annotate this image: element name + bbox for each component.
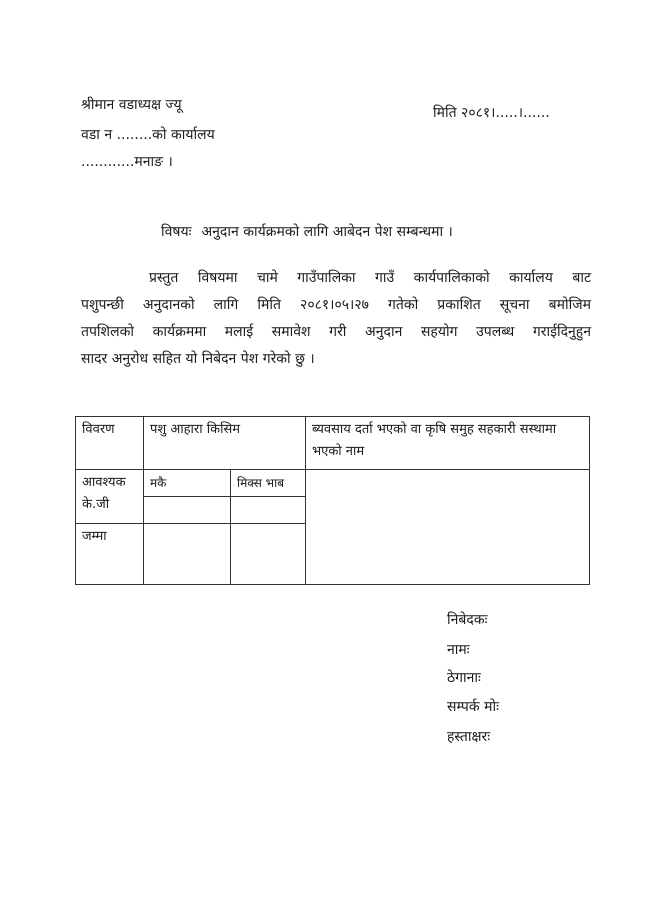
body-line: सादर अनुरोध सहित यो निबेदन पेश गरेको छु । — [81, 351, 315, 367]
signature-applicant: निबेदकः — [447, 612, 488, 628]
mix-kg-cell[interactable] — [231, 497, 306, 524]
subject-label: विषयः — [161, 224, 192, 240]
body-line: प्रस्तुत विषयमा चामे गाउँपालिका गाउँ कार्यपालिकाको कार्यालय बाट — [149, 270, 591, 286]
header-feed-type: पशु आहारा किसिम — [144, 417, 306, 470]
maize-total-cell[interactable] — [144, 524, 231, 585]
organization-name-cell[interactable] — [306, 470, 590, 585]
table-subheader-row — [76, 470, 590, 497]
request-table — [75, 416, 590, 585]
recipient-title: श्रीमान वडाध्यक्ष ज्यू — [81, 97, 182, 113]
date-line: मिति २०८१।.....।...... — [433, 105, 550, 121]
recipient-location: ............मनाङ । — [81, 154, 173, 170]
signature-contact: सम्पर्क मोः — [447, 699, 499, 715]
body-line: तपशिलको कार्यक्रममा मलाई समावेश गरी अनुदान सहयोग उपलब्ध गराईदिनुहुन — [81, 324, 591, 340]
signature-name: नामः — [447, 642, 470, 658]
header-details: विवरण — [76, 417, 144, 470]
subheader-mix: मिक्स भाब — [231, 470, 306, 497]
recipient-ward-office: वडा न ........को कार्यालय — [81, 127, 215, 143]
subheader-maize: मकै — [144, 470, 231, 497]
row-required-kg-label: आवश्यक के.जी — [82, 475, 126, 512]
row-total: जम्मा — [76, 524, 144, 585]
maize-kg-cell[interactable] — [144, 497, 231, 524]
mix-total-cell[interactable] — [231, 524, 306, 585]
subject-text: अनुदान कार्यक्रमको लागि आबेदन पेश सम्बन्धमा । — [201, 224, 453, 240]
signature-address: ठेगानाः — [447, 670, 481, 686]
body-line: पशुपन्छी अनुदानको लागि मिति २०८१।०५।२७ गतेको प्रकाशित सूचना बमोजिम — [81, 297, 591, 313]
subject-line — [161, 222, 453, 242]
signature-sign: हस्ताक्षरः — [447, 729, 491, 745]
table-header-row — [76, 417, 590, 470]
body-paragraph — [81, 265, 591, 373]
row-required-kg — [76, 470, 144, 524]
header-organization-name: ब्यवसाय दर्ता भएको वा कृषि समुह सहकारी सस्थामा भएको नाम — [306, 417, 590, 470]
